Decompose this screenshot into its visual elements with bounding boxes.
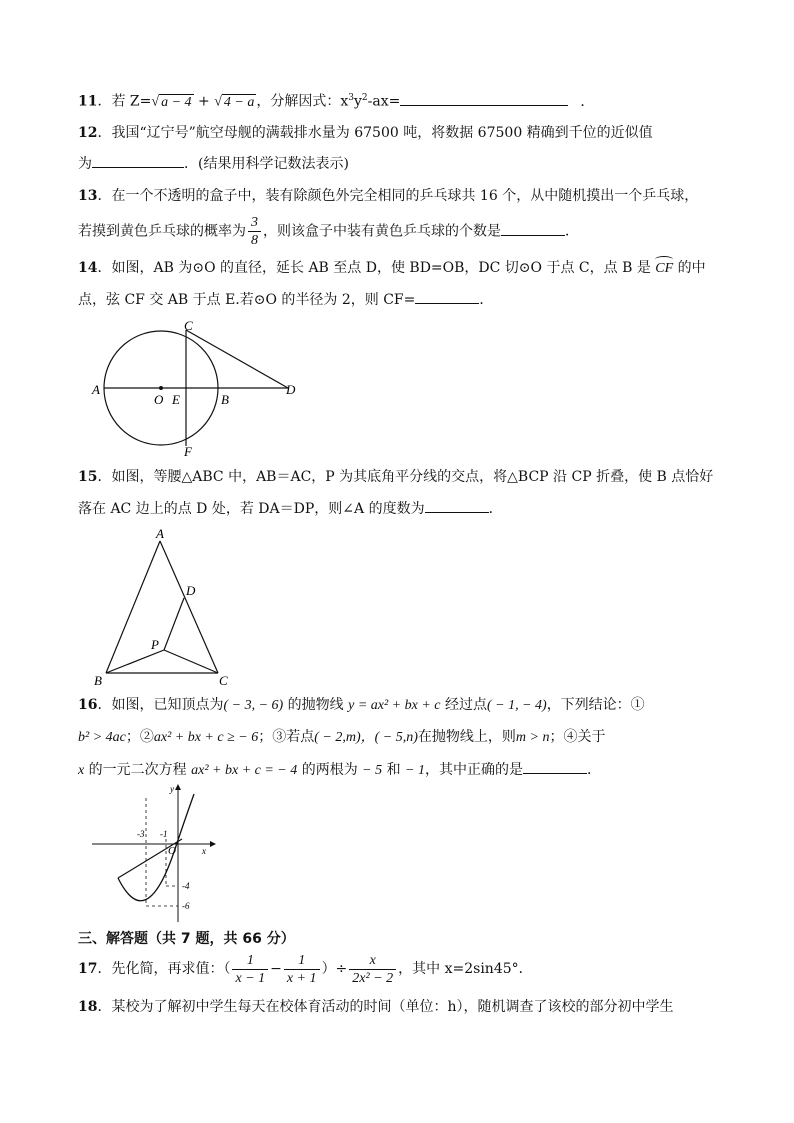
answer-blank [523, 759, 587, 774]
fraction: $\frac{1}{x - 1}$ [232, 952, 268, 987]
answer-blank [425, 498, 489, 513]
question-13-line2: 若摸到黄色乒乓球的概率为 $\frac{3}{8}$ ，则该盒子中装有黄色乒乓球的个数是 ． [78, 215, 579, 248]
question-15-line1: 15．如图，等腰△ABC 中，AB＝AC，P 为其底角平分线的交点，将△BCP 沿 CP 折叠，使 B 点恰好 [78, 469, 714, 485]
label-c: C [219, 673, 228, 688]
label-a: A [92, 382, 100, 397]
question-17: 17．先化简，再求值：（ $\frac{1}{x - 1}$ − $\frac{1}{x + 1}$ ）÷ $\frac{x}{\text{2x² − 2}}$ ，其中 x=2sin45°． [78, 952, 533, 986]
label-minus1: -1 [160, 829, 168, 839]
question-number: 14 [78, 260, 98, 276]
answer-blank [415, 289, 479, 304]
question-13-line1: 13．在一个不透明的盒子中，装有除颜色外完全相同的乒乓球共 16 个，从中随机摸出一个乒乓球， [78, 188, 699, 204]
label-p: P [151, 637, 159, 652]
fraction: $\frac{1}{x + 1}$ [284, 952, 320, 987]
question-16-line1: 16．如图，已知顶点为( − 3, − 6) 的抛物线 y = ax² + bx + c 经过点( − 1, − 4)，下列结论：① [78, 697, 645, 713]
question-14-line2: 点，弦 CF 交 AB 于点 E.若⊙O 的半径为 2，则 CF= ． [78, 289, 493, 310]
question-14-line1: 14．如图，AB 为⊙O 的直径，延长 AB 至点 D，使 BD=OB，DC 切⊙O 于点 C，点 B 是 CF 的中 [78, 258, 706, 279]
section-heading: 三、解答题（共 7 题，共 66 分） [78, 931, 295, 947]
answer-blank [400, 91, 568, 106]
answer-blank [92, 153, 184, 168]
question-number: 11 [78, 93, 98, 110]
question-12-line2: 为 ．(结果用科学记数法表示) [78, 153, 349, 174]
label-o: O [168, 845, 176, 857]
question-18: 18．某校为了解初中学生每天在校体育活动的时间（单位：h），随机调查了该校的部分初中学生 [78, 999, 674, 1015]
label-d: D [286, 382, 296, 397]
question-16-line2: b² > 4ac；②ax² + bx + c ≥ − 6；③若点( − 2,m)，( − 5,n)在抛物线上，则m > n；④关于 [78, 729, 606, 745]
label-b: B [94, 673, 102, 688]
question-number: 15 [78, 469, 98, 485]
question-12-line1: 12．我国“辽宁号”航空母舰的满载排水量为 67500 吨，将数据 67500 精确到千位的近似值 [78, 125, 653, 141]
question-number: 16 [78, 697, 98, 713]
label-b: B [221, 392, 229, 407]
label-o: O [154, 392, 164, 407]
question-number: 18 [78, 999, 98, 1015]
label-y: y [170, 784, 174, 794]
figure-parabola [92, 784, 222, 924]
figure-isosceles-triangle [88, 525, 248, 690]
fraction: $\frac{3}{8}$ [248, 214, 261, 249]
fraction: $\frac{x}{\text{2x² − 2}}$ [349, 952, 396, 987]
label-minus4: -4 [182, 881, 190, 891]
label-c: C [184, 318, 193, 333]
label-minus6: -6 [182, 901, 190, 911]
answer-blank [501, 221, 565, 236]
figure-circle-tangent [88, 318, 308, 458]
question-16-line3: x 的一元二次方程 ax² + bx + c = − 4 的两根为 − 5 和 − 1，其中正确的是 ． [78, 759, 601, 781]
label-x: x [202, 846, 206, 856]
label-f: F [184, 444, 192, 458]
label-minus3: -3 [137, 829, 145, 839]
label-d: D [186, 583, 196, 598]
question-number: 13 [78, 188, 98, 204]
arc-cf: CF [655, 259, 673, 279]
label-a: A [156, 526, 164, 541]
question-11: 11．若 Z=√ a − 4 + √ 4 − a ，分解因式：$x^3y^2-ax=$ ． [78, 88, 594, 113]
question-number: 12 [78, 125, 98, 141]
question-number: 17 [78, 961, 98, 977]
question-15-line2: 落在 AC 边上的点 D 处，若 DA＝DP，则∠A 的度数为 ． [78, 498, 503, 519]
label-e: E [172, 392, 180, 407]
